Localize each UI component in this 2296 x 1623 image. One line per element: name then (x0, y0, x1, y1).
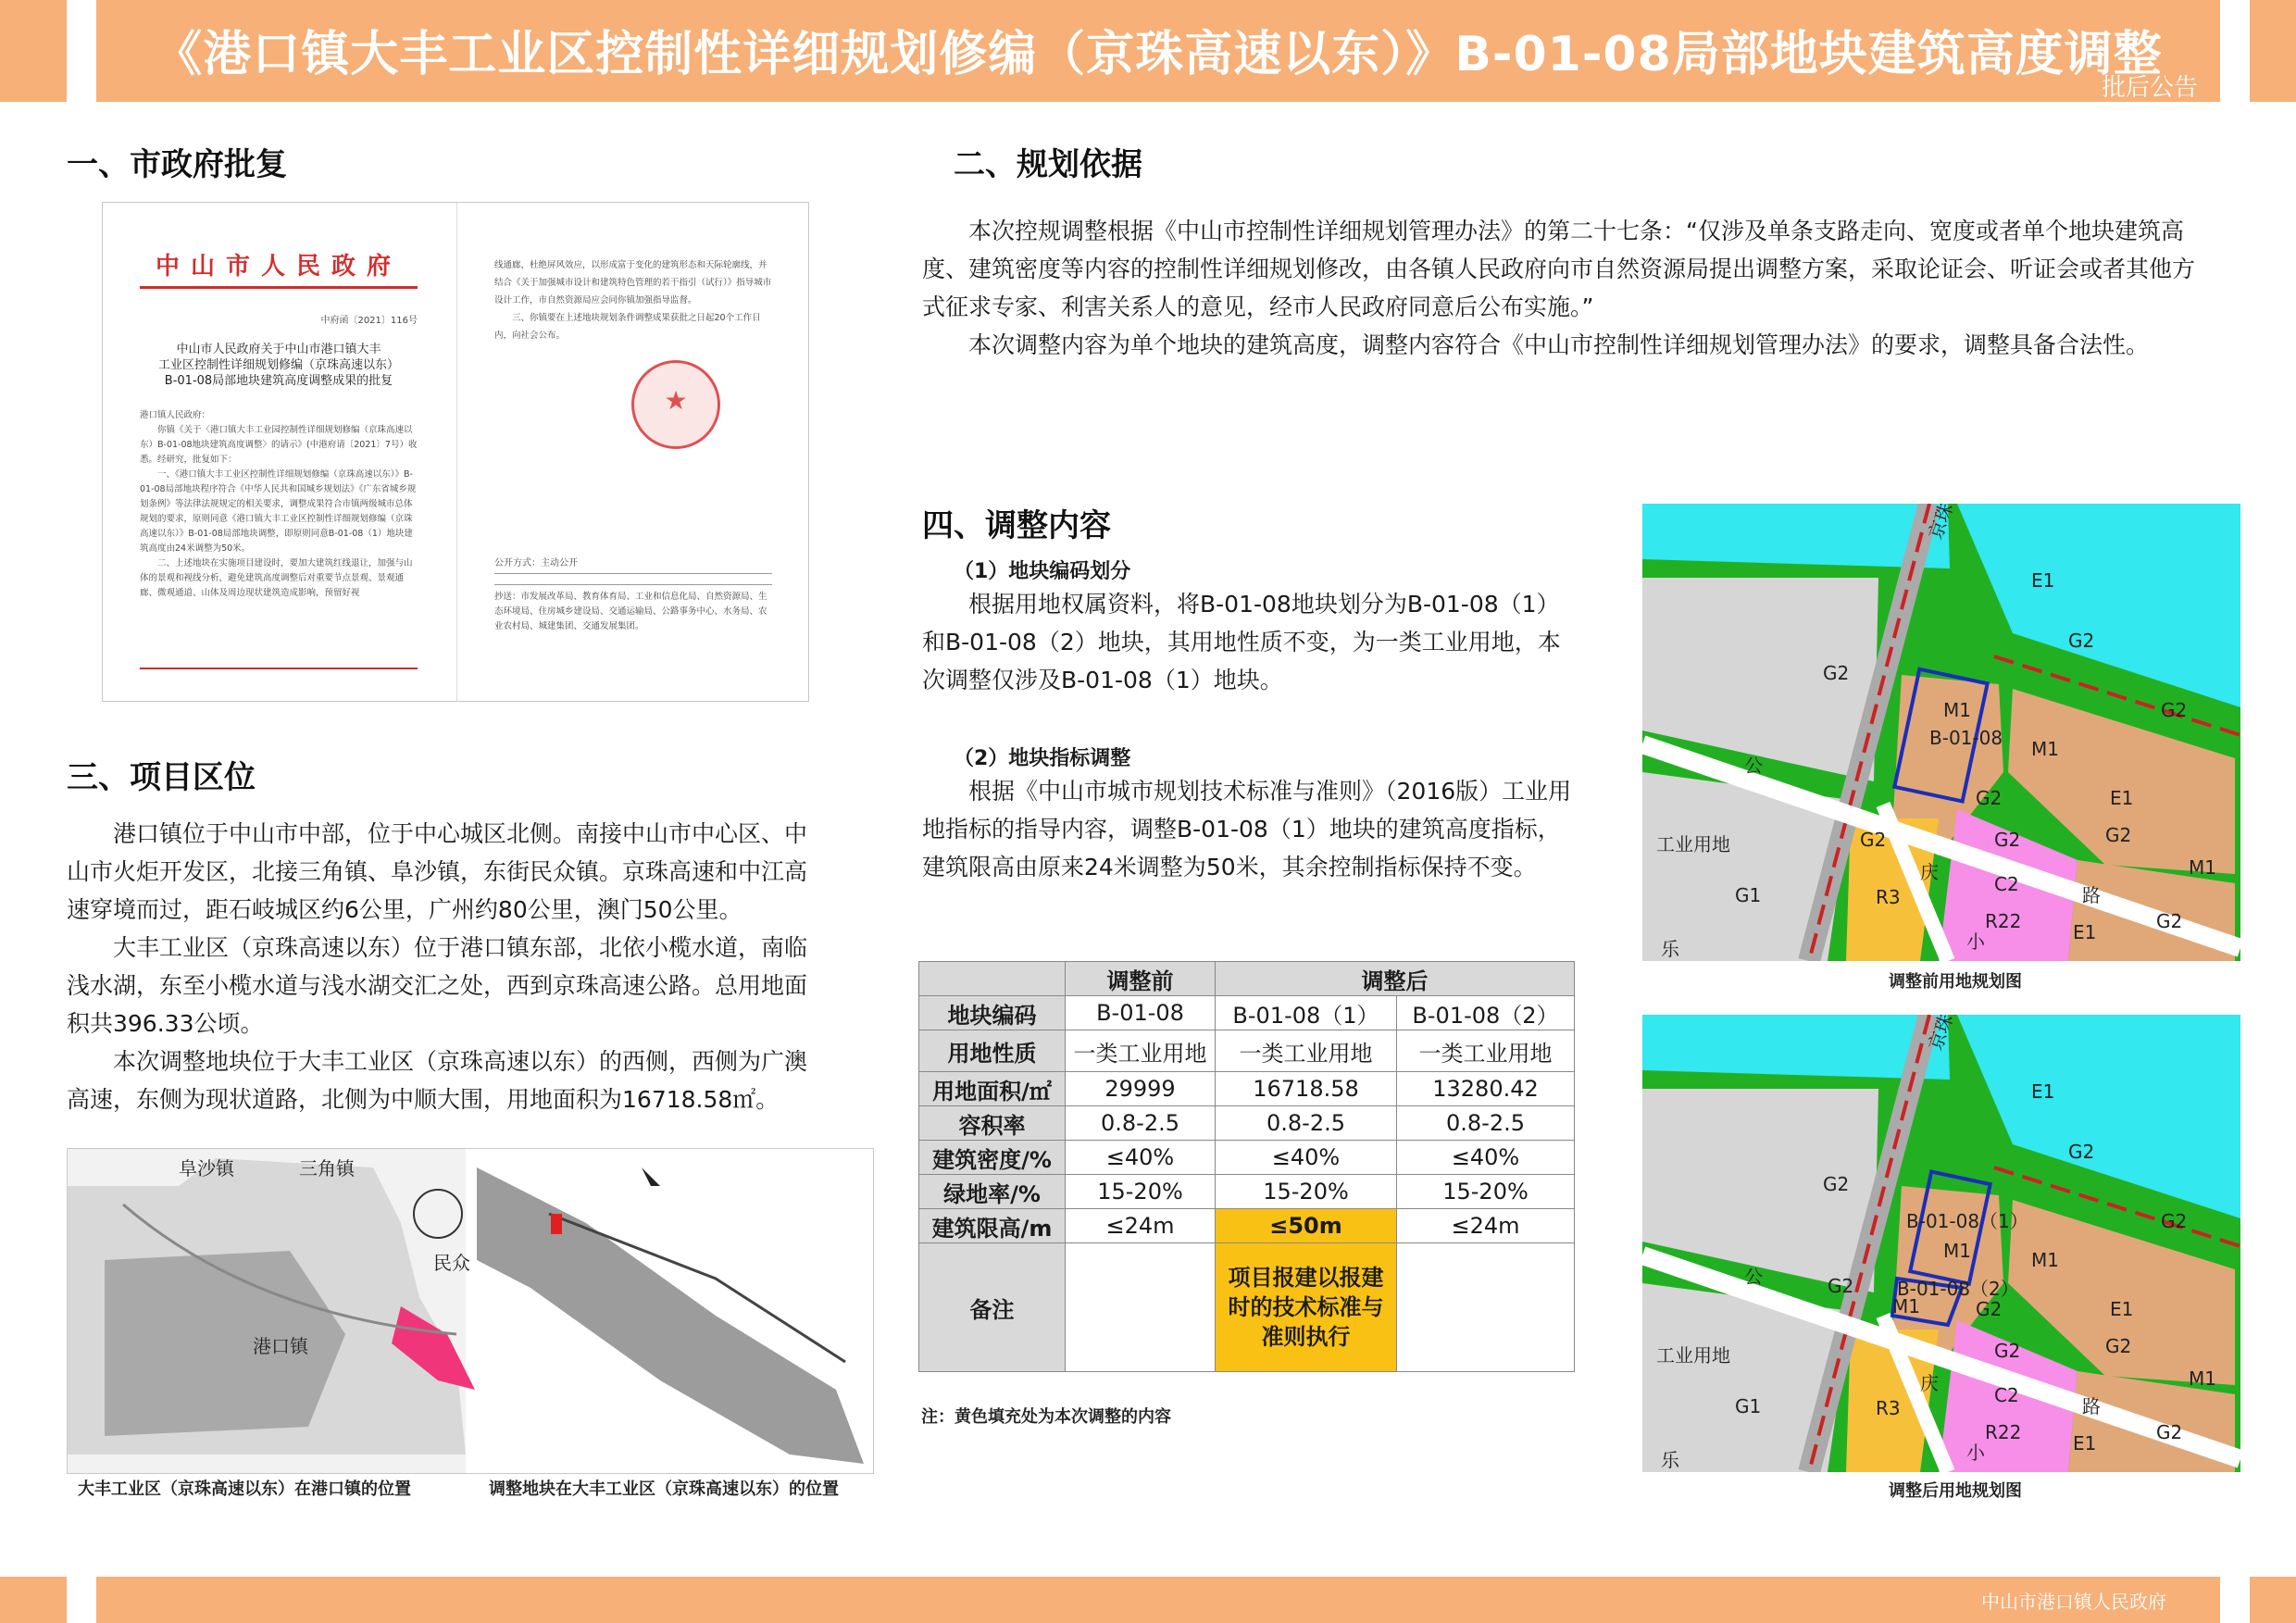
landuse-map-before (1642, 504, 2240, 961)
map-label: G2 (1976, 1298, 2003, 1320)
doc-divider (494, 573, 772, 574)
table-remark-row (919, 1243, 1575, 1372)
table-cell: 一类工业用地 (1216, 1030, 1397, 1072)
table-row-label: 绿地率/% (919, 1175, 1066, 1209)
footer-left-block (0, 1577, 67, 1623)
basis-paragraph: 本次控规调整根据《中山市控制性详细规划管理办法》的第二十七条：“仅涉及单条支路走向、宽度或者单个地块建筑高度、建筑密度等内容的控制性详细规划修改，由各镇人民政府向市自然资源局提出调整方案，采取论证会、听证会或者其他方式征求专家、利害关系人的意见，经市人民政府同意后公布实施。” (922, 218, 2196, 320)
section-heading-approval: 一、市政府批复 (67, 146, 287, 183)
map-label: 小 (1966, 930, 1985, 953)
indicator-table (918, 961, 1575, 1372)
map-label: 公 (1744, 1266, 1763, 1288)
table-row-label: 建筑限高/m (919, 1209, 1066, 1243)
table-group-header-row (919, 962, 1575, 996)
map-label: 工业用地 (1656, 1344, 1730, 1367)
adjust-sub1-text: 根据用地权属资料，将B-01-08地块划分为B-01-08（1）和B-01-08（2）地块，其用地性质不变，为一类工业用地，本次调整仅涉及B-01-08（1）地块。 (922, 591, 1561, 693)
map1-label: 阜沙镇 (179, 1157, 234, 1180)
map-label: G2 (2156, 910, 2183, 932)
parcel-label-1: B-01-08（1） (1906, 1210, 2028, 1232)
table-group-before: 调整前 (1066, 962, 1216, 996)
table-row-label: 容积率 (919, 1106, 1066, 1141)
map-label: M1 (2031, 1249, 2059, 1271)
map-label: 庆 (1920, 1372, 1939, 1394)
map-label: E1 (2073, 1432, 2097, 1454)
doc-body-left: 港口镇人民政府： 你镇《关于〈港口镇大丰工业园控制性详细规划修编（京珠高速以东）B-01-08地块建筑高度调整〉的请示》(中港府请〔2021〕7号）收悉。经研究，批复如下： 一、《港口镇大丰工业区控制性详细规划修编（京珠高速以东）》B-01-08局部地块程序符合《中华人民共和国城乡规划法》《广东省城乡规划条例》等法律法规规定的相关要求，调整成果符合市镇两级城市总体规划的要求，原则同意《港口镇大丰工业区控制性详细规划修编（京珠高速以东）》B-01-08局部地块调整，即原则同意B-01-08（1）地块建筑高度由24米调整为50米。 二、上述地块在实施项目建设时，要加大建筑红线退让，加强与山体的景观和视线分析，避免建筑高度调整后对重要节点景观、景观通廊、微观通道、山体及周边现状建筑造成影响，预留好视 (140, 410, 418, 598)
header-right-block (2250, 0, 2296, 102)
map-label: G2 (1994, 1340, 2021, 1362)
map-label: M1 (1943, 1240, 1971, 1262)
map-label: M1 (1892, 1295, 1920, 1317)
table-note: 注：黄色填充处为本次调整的内容 (921, 1407, 1171, 1427)
adjust-sub2 (922, 772, 1574, 886)
doc-red-rule-bottom (140, 668, 418, 669)
table-row-label: 用地性质 (919, 1030, 1066, 1072)
table-row (919, 1072, 1575, 1106)
adjust-sub2-text: 根据《中山市城市规划技术标准与准则》（2016版）工业用地指标的指导内容，调整B-01-08（1）地块的建筑高度指标，建筑限高由原来24米调整为50米，其余控制指标保持不变。 (922, 778, 1572, 880)
table-remark-highlight: 项目报建以报建时的技术标准与准则执行 (1216, 1243, 1397, 1372)
map-label: 工业用地 (1656, 833, 1730, 855)
location-paragraph: 本次调整地块位于大丰工业区（京珠高速以东）的西侧，西侧为广澳高速，东侧为现状道路，北侧为中顺大围，用地面积为16718.58㎡。 (67, 1048, 808, 1113)
table-row (919, 996, 1575, 1030)
table-cell: B-01-08 (1066, 996, 1216, 1030)
location-maps (67, 1148, 874, 1474)
table-cell: ≤40% (1216, 1141, 1397, 1175)
map-label: E1 (2031, 569, 2055, 592)
table-cell: 15-20% (1066, 1175, 1216, 1209)
map-label: C2 (1994, 873, 2019, 895)
map-label: 公 (1744, 755, 1763, 777)
table-cell: 一类工业用地 (1397, 1030, 1575, 1072)
page-subtitle: 批后公告 (2102, 74, 2199, 102)
adjust-sub1-heading: （1）地块编码划分 (954, 560, 1131, 583)
table-row-label: 用地面积/㎡ (919, 1072, 1066, 1106)
table-cell-highlight: ≤50m (1216, 1209, 1397, 1243)
parcel-label-2: B-01-08（2） (1897, 1278, 2019, 1300)
table-row-label: 建筑密度/% (919, 1141, 1066, 1175)
table-cell: 15-20% (1397, 1175, 1575, 1209)
doc-cc: 抄送：市发展改革局、教育体育局、工业和信息化局、自然资源局、生态环境局、住房城乡建设局、交通运输局、公路事务中心、水务局、农业农村局、城建集团、交通发展集团。 (494, 592, 767, 631)
official-seal (631, 360, 720, 449)
location-text (67, 815, 807, 1118)
map1-caption: 大丰工业区（京珠高速以东）在港口镇的位置 (78, 1479, 411, 1499)
landuse-map-after (1642, 1015, 2240, 1472)
landuse-map-after-svg (1642, 1015, 2240, 1472)
doc-title-line: B-01-08局部地块建筑高度调整成果的批复 (164, 374, 393, 388)
map-label: G2 (2105, 1335, 2132, 1357)
table-cell: ≤40% (1397, 1141, 1575, 1175)
page-title: 《港口镇大丰工业区控制性详细规划修编（京珠高速以东）》B-01-08局部地块建筑高度调整 (154, 27, 2163, 82)
doc-body-right: 线通廊，杜绝屏风效应，以形成富于变化的建筑形态和天际轮廓线，并结合《关于加强城市设计和建筑特色管理的若干指引（试行）》指导城市设计工作，市自然资源局应会同你镇加强指导监督。 三、你镇要在上述地块规划条件调整成果获批之日起20个工作日内，向社会公布。 (494, 260, 772, 341)
seal-star-icon: ★ (664, 385, 688, 416)
table-cell: B-01-08（1） (1216, 996, 1397, 1030)
landuse-after-caption: 调整后用地规划图 (1889, 1481, 2022, 1501)
map1-label: 港口镇 (253, 1335, 308, 1357)
map-label: M1 (2189, 856, 2216, 879)
table-row (919, 1175, 1575, 1209)
doc-number: 中府函〔2021〕116号 (320, 316, 418, 326)
approval-doc-page-2 (457, 203, 808, 701)
map-label: G2 (2068, 630, 2095, 652)
map-label: G2 (2161, 1210, 2188, 1232)
map-label: R3 (1876, 1397, 1901, 1419)
adjust-sub1 (922, 585, 1574, 699)
map-label: G1 (1735, 1395, 1762, 1417)
map-label: 庆 (1920, 861, 1939, 883)
map-label: G2 (2105, 824, 2132, 846)
table-cell: 15-20% (1216, 1175, 1397, 1209)
table-cell: 0.8-2.5 (1216, 1106, 1397, 1141)
map-label: G2 (1828, 1275, 1854, 1297)
location-maps-svg (68, 1149, 873, 1473)
map1-label: 三角镇 (299, 1157, 355, 1180)
map-label: G2 (1823, 1173, 1850, 1195)
table-cell: B-01-08（2） (1397, 996, 1575, 1030)
table-cell: ≤40% (1066, 1141, 1216, 1175)
section-heading-basis: 二、规划依据 (954, 146, 1142, 183)
map-label: G2 (2068, 1141, 2095, 1163)
map-label: G2 (1994, 829, 2021, 851)
map-label: G1 (1735, 884, 1762, 906)
table-cell: 0.8-2.5 (1066, 1106, 1216, 1141)
doc-title-line: 中山市人民政府关于中山市港口镇大丰 (176, 343, 381, 356)
map-label: M1 (2189, 1367, 2216, 1390)
table-row (919, 1106, 1575, 1141)
map-label: R3 (1876, 886, 1901, 908)
location-paragraph: 大丰工业区（京珠高速以东）位于港口镇东部，北依小榄水道，南临浅水湖，东至小榄水道与浅水湖交汇之处，西到京珠高速公路。总用地面积共396.33公顷。 (67, 934, 808, 1037)
map-label: 路 (2082, 1395, 2101, 1417)
table-cell: 29999 (1066, 1072, 1216, 1106)
map-label: 乐 (1661, 938, 1679, 960)
map-label: E1 (2110, 787, 2134, 809)
map2-parcel-marker (551, 1214, 562, 1234)
section-heading-adjust: 四、调整内容 (922, 507, 1111, 544)
section-heading-location: 三、项目区位 (67, 759, 256, 796)
map-label: E1 (2110, 1298, 2134, 1320)
adjust-sub2-heading: （2）地块指标调整 (954, 747, 1131, 770)
map-label: M1 (2031, 738, 2059, 760)
table-cell: 13280.42 (1397, 1072, 1575, 1106)
doc-title (149, 342, 408, 389)
table-corner-cell (919, 962, 1066, 996)
table-row-label: 地块编码 (919, 996, 1066, 1030)
map-label: E1 (2073, 921, 2097, 943)
table-row (919, 1030, 1575, 1072)
table-cell: 0.8-2.5 (1397, 1106, 1575, 1141)
header-left-block (0, 0, 67, 102)
table-cell: ≤24m (1397, 1209, 1575, 1243)
landuse-before-caption: 调整前用地规划图 (1889, 972, 2022, 992)
doc-issuer: 中山市人民政府 (155, 253, 402, 281)
location-paragraph: 港口镇位于中山市中部，位于中心城区北侧。南接中山市中心区、中山市火炬开发区，北接三角镇、阜沙镇，东街民众镇。京珠高速和中江高速穿境而过，距石岐城区约6公里，广州约80公里，澳门50公里。 (67, 820, 808, 923)
doc-title-line: 工业区控制性详细规划修编（京珠高速以东） (157, 358, 399, 372)
map-label: 路 (2082, 884, 2101, 906)
table-cell: 一类工业用地 (1066, 1030, 1216, 1072)
map-label: R22 (1985, 1421, 2022, 1443)
map-label: G2 (2156, 1421, 2183, 1443)
approval-document-image (102, 202, 809, 702)
map2-caption: 调整地块在大丰工业区（京珠高速以东）的位置 (489, 1479, 839, 1499)
map-label: G2 (1976, 787, 2003, 809)
map-label: M1 (1943, 699, 1971, 721)
map-label: G2 (1823, 662, 1850, 684)
parcel-label: B-01-08 (1929, 727, 2003, 749)
footer-bar (96, 1577, 2220, 1623)
table-cell: 16718.58 (1216, 1072, 1397, 1106)
landuse-map-before-svg (1642, 504, 2240, 961)
footer-org: 中山市港口镇人民政府 (1981, 1591, 2166, 1613)
basis-text (922, 212, 2209, 364)
table-cell (1397, 1243, 1575, 1372)
map-label: 乐 (1661, 1449, 1679, 1471)
map-label: G2 (2161, 699, 2188, 721)
table-cell: ≤24m (1066, 1209, 1216, 1243)
table-row (919, 1209, 1575, 1243)
doc-red-rule (140, 286, 418, 289)
map1-label: 民众 (433, 1252, 470, 1274)
map-label: R22 (1985, 910, 2022, 932)
table-cell (1066, 1243, 1216, 1372)
table-group-after: 调整后 (1216, 962, 1575, 996)
doc-public-mode: 公开方式：主动公开 (494, 558, 578, 568)
basis-paragraph: 本次调整内容为单个地块的建筑高度，调整内容符合《中山市控制性详细规划管理办法》的要求，调整具备合法性。 (968, 331, 2150, 358)
doc-divider (494, 584, 772, 585)
map-label: C2 (1994, 1384, 2019, 1406)
approval-doc-page-1 (103, 203, 457, 701)
map-label: G2 (1860, 829, 1887, 851)
table-row (919, 1141, 1575, 1175)
table-row-label: 备注 (919, 1243, 1066, 1372)
map-label: 小 (1966, 1442, 1985, 1464)
footer-right-block (2250, 1577, 2296, 1623)
map-label: E1 (2031, 1080, 2055, 1103)
